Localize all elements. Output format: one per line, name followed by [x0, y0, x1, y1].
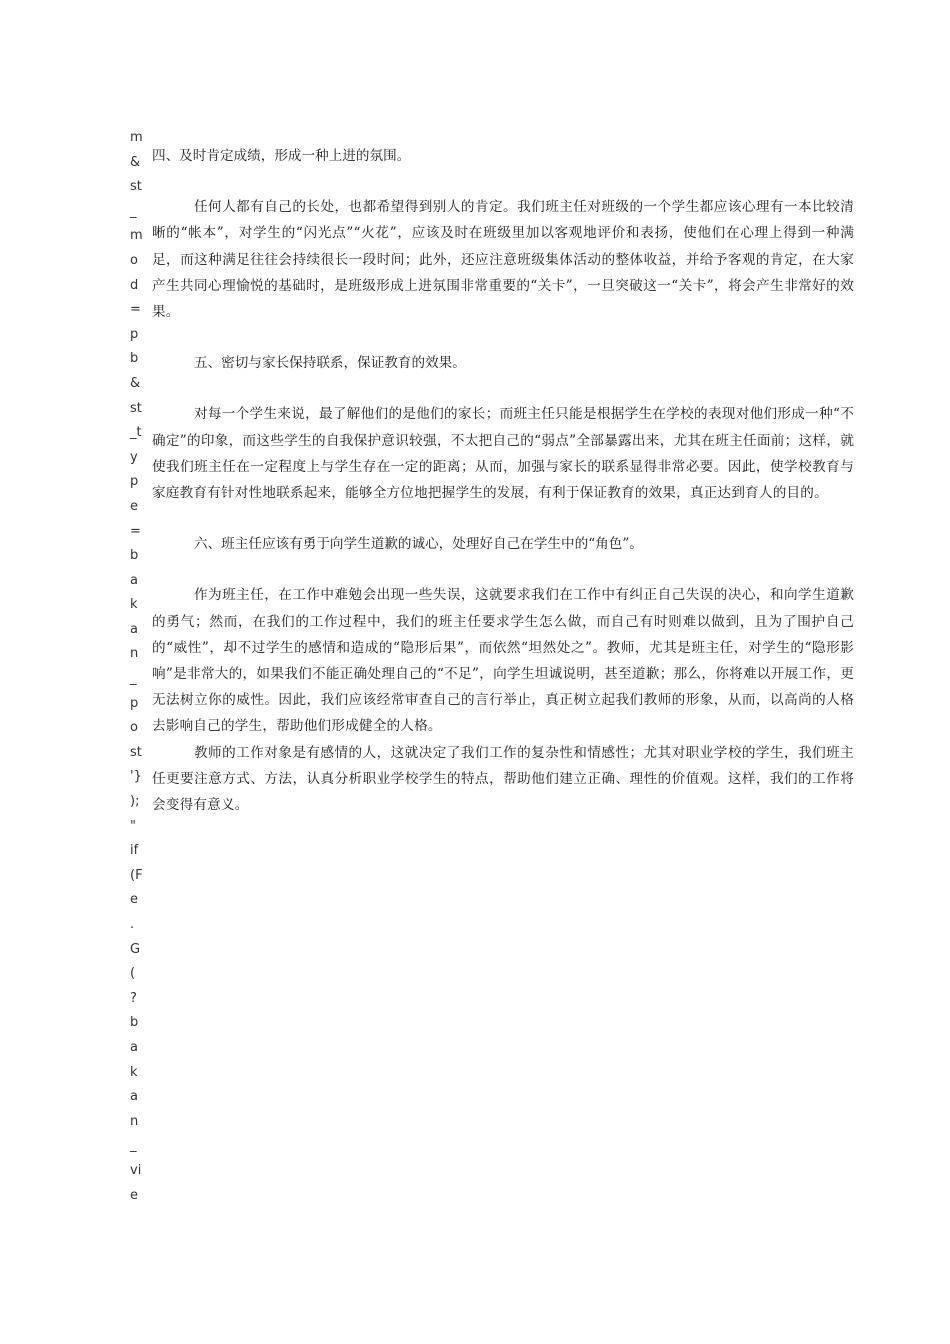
- code-fragment: o: [130, 252, 138, 268]
- code-fragment: b: [130, 548, 139, 564]
- code-fragment: _t: [130, 425, 142, 441]
- code-fragment: b: [130, 1015, 139, 1031]
- code-fragment: ?: [130, 990, 137, 1006]
- code-fragment: e: [130, 498, 138, 514]
- section-paragraph: 作为班主任，在工作中难勉会出现一些失误，这就要求我们在工作中有纠正自己失误的决心，和向学生道歉的勇气；然而，在我们的工作过程中，我们的班主任要求学生怎么做，而自己有时则难以做到，且为了围护自己的“威性”，却不过学生的感情和造成的“隐形后果”，而依然“坦然处之”。教师，尤其是班主任，对学生的“隐形影响”是非常大的，如果我们不能正确处理自己的“不足”，向学生坦诚说明，甚至道歉；那么，你将难以开展工作，更无法树立你的威性。因此，我们应该经常审查自己的言行举止，真正树立起我们教师的形象，从而，以高尚的人格去影响自己的学生，帮助他们形成健全的人格。: [152, 587, 854, 735]
- section-heading: 五、密切与家长保持联系，保证教育的效果。: [194, 355, 466, 372]
- code-fragment: (F: [130, 867, 143, 883]
- code-fragment: st: [130, 744, 142, 760]
- code-fragment: =: [130, 523, 141, 539]
- code-fragment: ": [130, 818, 136, 834]
- code-fragment: m: [130, 228, 143, 244]
- code-fragment: st: [130, 179, 142, 195]
- code-fragment: o: [130, 720, 138, 736]
- code-fragment: vi: [130, 1162, 142, 1178]
- code-fragment: p: [130, 326, 139, 342]
- code-fragment: m: [130, 130, 143, 145]
- code-fragment: if: [130, 843, 139, 859]
- code-fragment: =: [130, 302, 141, 318]
- code-fragment: d: [130, 277, 139, 293]
- code-fragment: st: [130, 400, 142, 416]
- code-fragment: a: [130, 572, 138, 588]
- code-fragment: _: [130, 203, 137, 219]
- code-fragment: _: [130, 671, 137, 687]
- document-body: [152, 143, 854, 818]
- code-fragment: a: [130, 621, 138, 637]
- code-fragment: a: [130, 1089, 138, 1105]
- code-fragment: p: [130, 474, 139, 490]
- code-fragment: y: [130, 449, 138, 465]
- code-fragment: _: [130, 1138, 137, 1154]
- code-fragment: G: [130, 941, 141, 957]
- code-fragment: (: [130, 966, 136, 982]
- section-heading: 六、班主任应该有勇于向学生道歉的诚心，处理好自己在学生中的“角色”。: [194, 536, 643, 553]
- code-fragment: a: [130, 1039, 138, 1055]
- sidebar-code-fragments: [130, 126, 154, 1208]
- section-heading: 四、及时肯定成绩，形成一种上进的氛围。: [152, 148, 411, 164]
- code-fragment: e: [130, 892, 138, 908]
- section-paragraph: 任何人都有自己的长处，也都希望得到别人的肯定。我们班主任对班级的一个学生都应该心理有一本比较清晰的“帐本”，对学生的“闪光点”“火花”，应该及时在班级里加以客观地评价和表扬，使他们在心理上得到一种满足，而这种满足往往会持续很长一段时间；此外，还应注意班级集体活动的整体收益，并给予客观的肯定，在大家产生共同心理愉悦的基础时，是班级形成上进氛围非常重要的“关卡”，一旦突破这一“关卡”，将会产生非常好的效果。: [152, 199, 854, 321]
- code-fragment: b: [130, 351, 139, 367]
- code-fragment: );: [130, 794, 140, 810]
- section-paragraph: 教师的工作对象是有感情的人，这就决定了我们工作的复杂性和情感性；尤其对职业学校的学生，我们班主任更要注意方式、方法，认真分析职业学校学生的特点，帮助他们建立正确、理性的价值观。这样，我们的工作将会变得有意义。: [152, 744, 854, 814]
- code-fragment: p: [130, 695, 139, 711]
- code-fragment: .: [130, 917, 135, 932]
- code-fragment: k: [130, 597, 138, 613]
- code-fragment: e: [130, 1187, 138, 1203]
- code-fragment: &: [130, 375, 141, 391]
- code-fragment: n: [130, 646, 139, 662]
- code-fragment: &: [130, 154, 141, 170]
- code-fragment: n: [130, 1113, 139, 1129]
- section-paragraph: 对每一个学生来说，最了解他们的是他们的家长；而班主任只能是根据学生在学校的表现对他们形成一种“不确定”的印象，而这些学生的自我保护意识较强，不太把自己的“弱点”全部暴露出来，尤其在班主任面前；这样，就使我们班主任在一定程度上与学生存在一定的距离；从而，加强与家长的联系显得非常必要。因此，使学校教育与家庭教育有针对性地联系起来，能够全方位地把握学生的发展，有利于保证教育的效果，真正达到育人的目的。: [152, 406, 854, 502]
- code-fragment: '}: [130, 769, 142, 785]
- code-fragment: k: [130, 1064, 138, 1080]
